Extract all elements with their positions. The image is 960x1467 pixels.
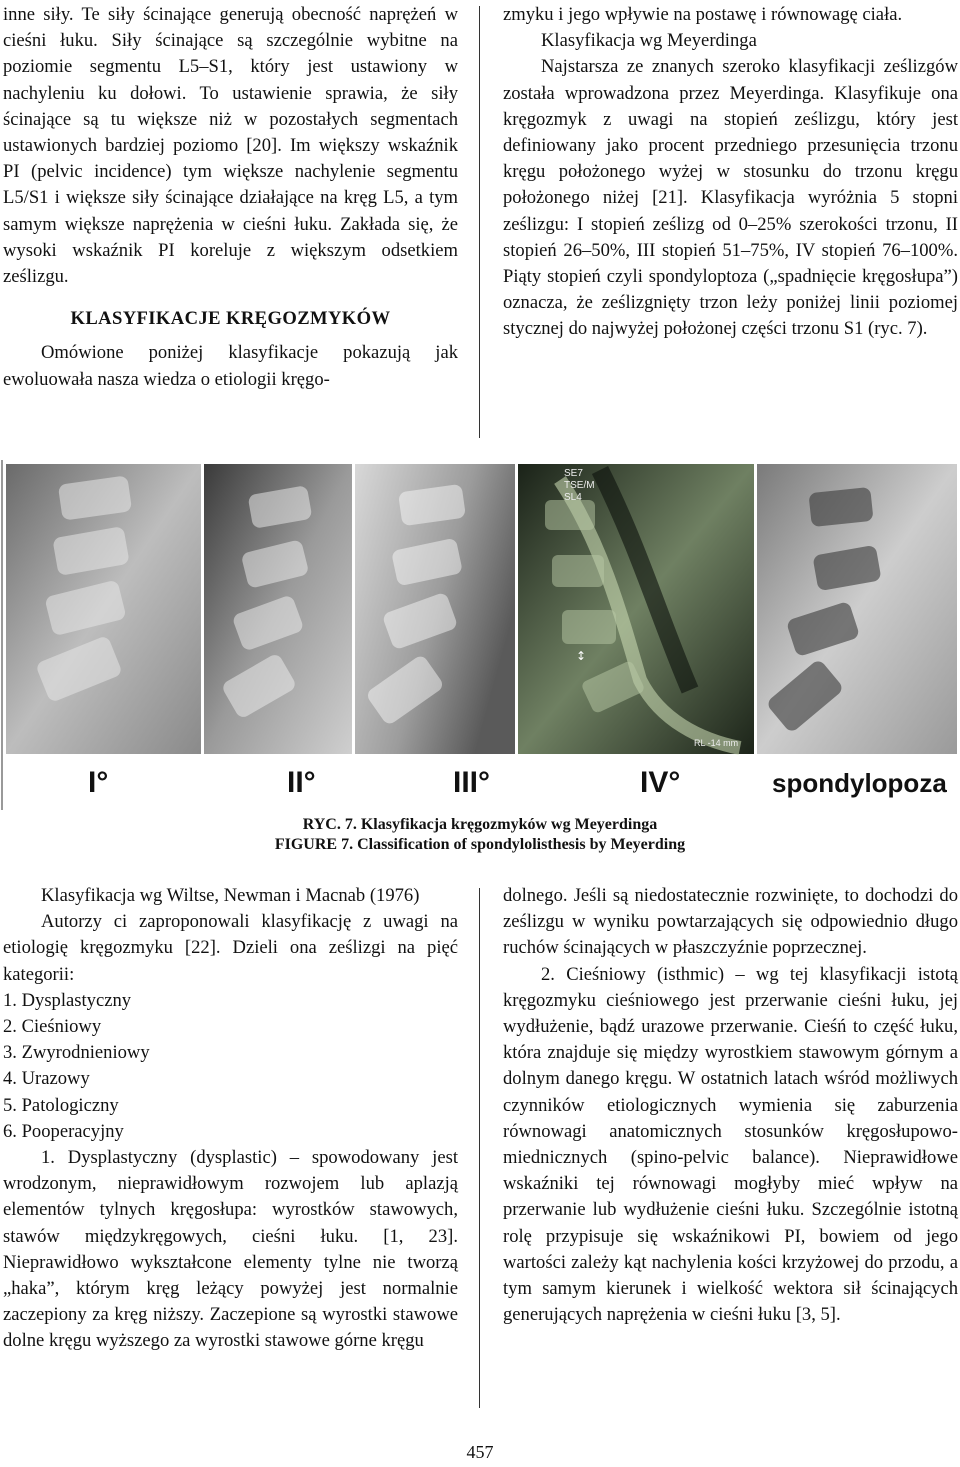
grade-label-spondyloptosis: spondylopoza <box>772 768 947 798</box>
mri-arrow-icon: ↕ <box>576 649 587 663</box>
xray-panel-grade-2 <box>204 464 352 754</box>
list-item-postoperative: 6. Pooperacyjny <box>3 1120 124 1142</box>
caption-polish: RYC. 7. Klasyfikacja kręgozmyków wg Meyerdinga <box>302 816 658 833</box>
paragraph-meyerding: Najstarsza ze znanych szeroko klasyfikacji ześlizgów została wprowadzona przez Meyerdinga. Klasyfikuje ona kręgozmyk z uwagi na stopień ześlizgu, który jest definiowany jako procent przedniego przesunięcia trzonu kręgu położonego wyżej w stosunku do trzonu kręgu położonego niżej [21]. Klasyfikacja wyróżnia 5 stopni ześlizgu: I stopień ześlizg od 0–25% szerokości trzonu, II stopień 26–50%, III stopień 51–75%, IV stopień 76–100%. Piąty stopień czyli spondyloptoza („spadnięcie kręgosłupa”) oznacza, że ześlizgnięty trzon leży poniżej linii poziomej stycznej do najwyżej położonej części trzonu S1 (ryc. 7). <box>503 56 958 340</box>
grade-label-2: II° <box>287 766 316 799</box>
paragraph-dysplastic: 1. Dysplastyczny (dysplastic) – spowodowany jest wrodzonym, nieprawidłowym rozwojem lub aplazją elementów tylnych kręgosłupa: wyrostków stawowych, stawów międzykręgowych, cieśni łuku. [1, 23]. Nieprawidłowo wykształcone elementy tylne nie tworzą „haka”, którym kręg leżący powyżej jest normalnie zaczepiony za kręg niższy. Zaczepione są wyrostki stawowe dolne kręgu wyższego za wyrostki stawowe górne kręgu <box>3 1147 458 1352</box>
column-divider-bottom <box>479 888 480 1408</box>
mri-label-rl: RL -14 mm <box>694 738 739 748</box>
grade-label-4: IV° <box>640 766 681 799</box>
figure-caption <box>0 815 960 855</box>
mri-panel-grade-4 <box>518 464 754 754</box>
xray-panel-spondyloptosis <box>757 464 957 754</box>
paragraph-dysplastic-continued: dolnego. Jeśli są niedostatecznie rozwinięte, to dochodzi do ześlizgu w wyniku powtarzających się odpowiednio długo ruchów ścinających w płaszczyźnie poprzecznej. <box>503 885 958 959</box>
column-bottom-left <box>3 883 458 1355</box>
paragraph-wiltse-intro: Autorzy ci zaproponowali klasyfikację z uwagi na etiologię kręgozmyku [22]. Dzieli ona ześlizgi na pięć kategorii: <box>3 911 458 985</box>
paragraph-classifications-intro: Omówione poniżej klasyfikacje pokazują jak ewoluowała nasza wiedza o etiologii kręgo- <box>3 342 458 390</box>
xray-panel-grade-1 <box>6 464 201 754</box>
grade-label-3: III° <box>453 766 491 799</box>
column-divider-top <box>479 6 480 438</box>
list-item-dysplastic: 1. Dysplastyczny <box>3 989 132 1011</box>
paragraph-shear-forces: inne siły. Te siły ścinające generują obecność naprężeń w cieśni łuku. Siły ścinające są szczególnie wybitne na poziomie segmentu L5–S1, który jest ustawiony w nachyleniu ku dołowi. To ustawienie sprawia, że siły ścinające są tu większe niż w pozostałych segmentach ustawionych bardziej poziomo [20]. Im większy wskaźnik PI (pelvic incidence) tym większe nachylenie segmentu L5/S1 i większe siły ścinające działające na kręg L5, a tym samym większe naprężenia w cieśni łuku. Zakłada się, że wysoki wskaźnik PI koreluje z większym odsetkiem ześlizgu. <box>3 4 458 288</box>
mri-label-tse: TSE/M <box>564 480 595 491</box>
page-number: 457 <box>466 1442 494 1462</box>
list-item-isthmic: 2. Cieśniowy <box>3 1016 102 1038</box>
column-bottom-right <box>503 883 958 1328</box>
caption-english: FIGURE 7. Classification of spondylolisthesis by Meyerding <box>274 836 686 853</box>
mri-label-se: SE7 <box>564 468 583 479</box>
mri-label-sl: SL4 <box>564 492 582 503</box>
paragraph-continuation: zmyku i jego wpływie na postawę i równowagę ciała. <box>503 4 903 25</box>
column-top-left <box>3 2 458 393</box>
list-item-traumatic: 4. Urazowy <box>3 1068 90 1090</box>
figure-meyerding <box>0 460 960 812</box>
subheading-meyerding: Klasyfikacja wg Meyerdinga <box>541 30 757 52</box>
subheading-wiltse: Klasyfikacja wg Wiltse, Newman i Macnab (1976) <box>41 885 420 906</box>
paragraph-isthmic: 2. Cieśniowy (isthmic) – wg tej klasyfikacji istotą kręgozmyku cieśniowego jest przerwanie cieśni łuku, jej wydłużenie, bądź urazowe przerwanie. Cieśń to część łuku, która znajduje się między wyrostkiem stawowym górnym a dolnym danego kręgu. W ostatnich latach wśród możliwych czynników etiologicznych wymienia się zaburzenia równowagi anatomicznych stosunków kręgosłupowo-miednicznych (spino-pelvic balance). Nieprawidłowe wskaźniki tej równowagi mogłyby mieć wpływ na przerwanie lub wydłużenie cieśni łuku. Szczególnie istotną rolę przypisuje się wskaźnikowi PI, bowiem od jego wartości zależy kąt nachylenia kości krzyżowej do przodu, a tym samym kierunek i wielkość wektora sił ścinających generujących naprężenia w cieśni łuku [3, 5]. <box>503 963 958 1326</box>
xray-panel-grade-3 <box>355 464 515 754</box>
grade-label-1: I° <box>88 766 109 799</box>
list-item-pathologic: 5. Patologiczny <box>3 1094 119 1116</box>
column-top-right <box>503 2 958 343</box>
section-heading: KLASYFIKACJE KRĘGOZMYKÓW <box>70 308 391 330</box>
figure-radiographs <box>0 460 960 812</box>
list-item-degenerative: 3. Zwyrodnieniowy <box>3 1042 150 1064</box>
